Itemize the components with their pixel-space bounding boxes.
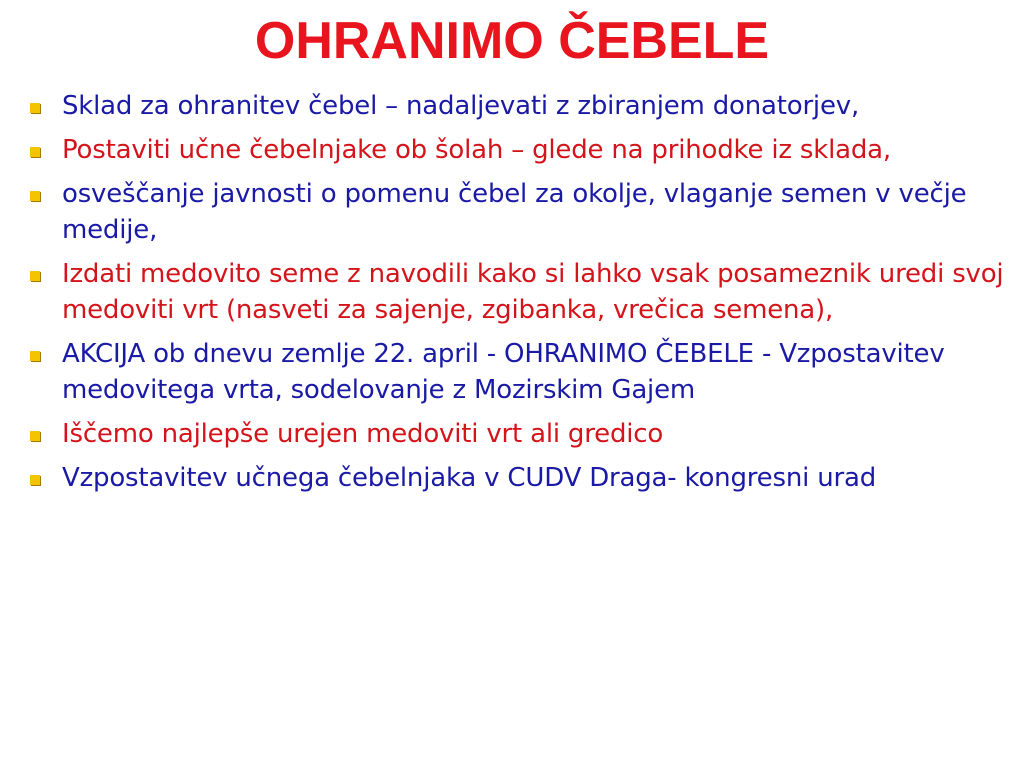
- bullet-text: Izdati medovito seme z navodili kako si lahko vsak posameznik uredi svoj medoviti vrt (nasveti za sajenje, zgibanka, vrečica semena),: [62, 259, 1004, 325]
- square-bullet-icon: [30, 351, 40, 361]
- bullet-text: AKCIJA ob dnevu zemlje 22. april - OHRANIMO ČEBELE - Vzpostavitev medovitega vrta, sodelovanje z Mozirskim Gajem: [62, 339, 945, 405]
- bullet-item: [24, 460, 1016, 496]
- bullet-item: [24, 256, 1016, 328]
- square-bullet-icon: [30, 431, 40, 441]
- bullet-item: [24, 416, 1016, 452]
- bullet-item: [24, 132, 1016, 168]
- bullet-text: Vzpostavitev učnega čebelnjaka v CUDV Draga- kongresni urad: [62, 463, 876, 493]
- slide-title: OHRANIMO ČEBELE: [254, 12, 770, 70]
- square-bullet-icon: [30, 103, 40, 113]
- bullet-item: [24, 176, 1016, 248]
- square-bullet-icon: [30, 271, 40, 281]
- bullet-item: [24, 88, 1016, 124]
- bullet-item: [24, 336, 1016, 408]
- square-bullet-icon: [30, 191, 40, 201]
- bullet-list: [24, 88, 1016, 504]
- square-bullet-icon: [30, 147, 40, 157]
- bullet-text: osveščanje javnosti o pomenu čebel za okolje, vlaganje semen v večje medije,: [62, 179, 967, 245]
- bullet-text: Postaviti učne čebelnjake ob šolah – glede na prihodke iz sklada,: [62, 135, 891, 165]
- square-bullet-icon: [30, 475, 40, 485]
- bullet-text: Iščemo najlepše urejen medoviti vrt ali gredico: [62, 419, 664, 449]
- bullet-text: Sklad za ohranitev čebel – nadaljevati z zbiranjem donatorjev,: [62, 91, 860, 121]
